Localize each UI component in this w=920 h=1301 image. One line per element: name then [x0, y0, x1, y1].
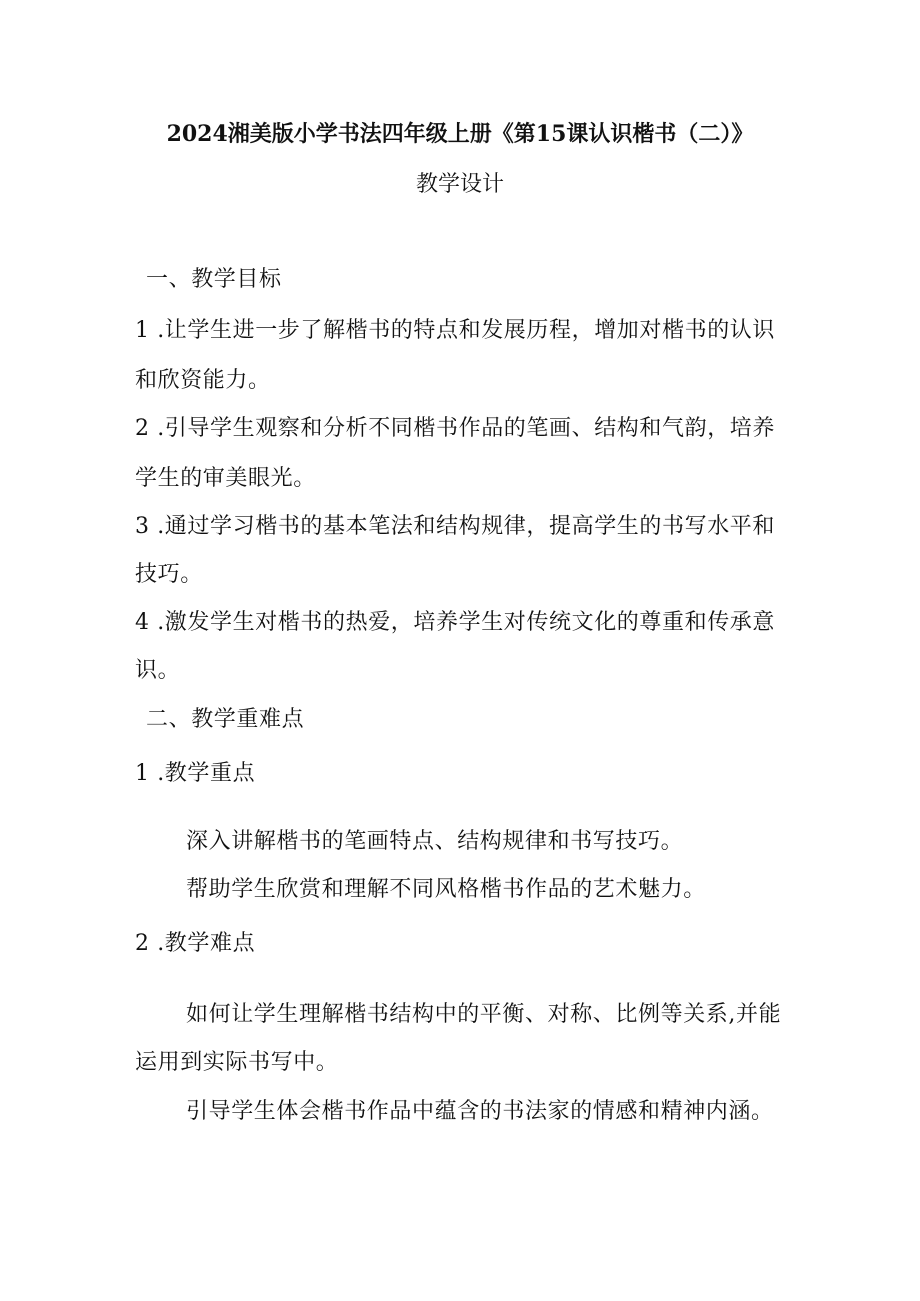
document-title: 2024湘美版小学书法四年级上册《第15课认识楷书（二）》	[166, 121, 754, 147]
section-heading-key-points: 二、教学重难点	[146, 707, 305, 732]
item-text: .激发学生对楷书的热爱，培养学生对传统文化的尊重和传承意	[149, 610, 775, 635]
objective-item-1	[135, 317, 775, 345]
paragraph-difficulty-2: 引导学生体会楷书作品中蕴含的书法家的情感和精神内涵。	[186, 1099, 774, 1124]
item-text: .通过学习楷书的基本笔法和结构规律，提高学生的书写水平和	[149, 514, 775, 539]
item-text: .引导学生观察和分析不同楷书作品的笔画、结构和气韵，培养	[149, 416, 775, 441]
objective-item-3	[135, 513, 775, 541]
paragraph-focus-2: 帮助学生欣赏和理解不同风格楷书作品的艺术魅力。	[186, 877, 706, 902]
paragraph-difficulty-1-cont: 运用到实际书写中。	[135, 1050, 339, 1075]
paragraph-focus-1: 深入讲解楷书的笔画特点、结构规律和书写技巧。	[186, 829, 684, 854]
item-text: .让学生进一步了解楷书的特点和发展历程，增加对楷书的认识	[149, 318, 775, 343]
item-number: 3	[135, 514, 150, 539]
subheading-key-focus: 1 .教学重点	[135, 761, 256, 786]
objective-item-4-cont: 识。	[135, 658, 181, 683]
objective-item-3-cont: 技巧。	[135, 562, 203, 587]
item-number: 4	[135, 610, 150, 635]
subheading-difficulty: 2 .教学难点	[135, 931, 256, 956]
objective-item-4	[135, 609, 775, 637]
section-heading-objectives: 一、教学目标	[146, 267, 282, 292]
objective-item-1-cont: 和欣资能力。	[135, 368, 271, 393]
item-number: 2	[135, 416, 150, 441]
objective-item-2-cont: 学生的审美眼光。	[135, 466, 316, 491]
paragraph-difficulty-1: 如何让学生理解楷书结构中的平衡、对称、比例等关系,并能	[186, 1002, 782, 1027]
item-number: 1	[135, 318, 150, 343]
objective-item-2	[135, 415, 775, 443]
document-subtitle: 教学设计	[415, 172, 504, 197]
